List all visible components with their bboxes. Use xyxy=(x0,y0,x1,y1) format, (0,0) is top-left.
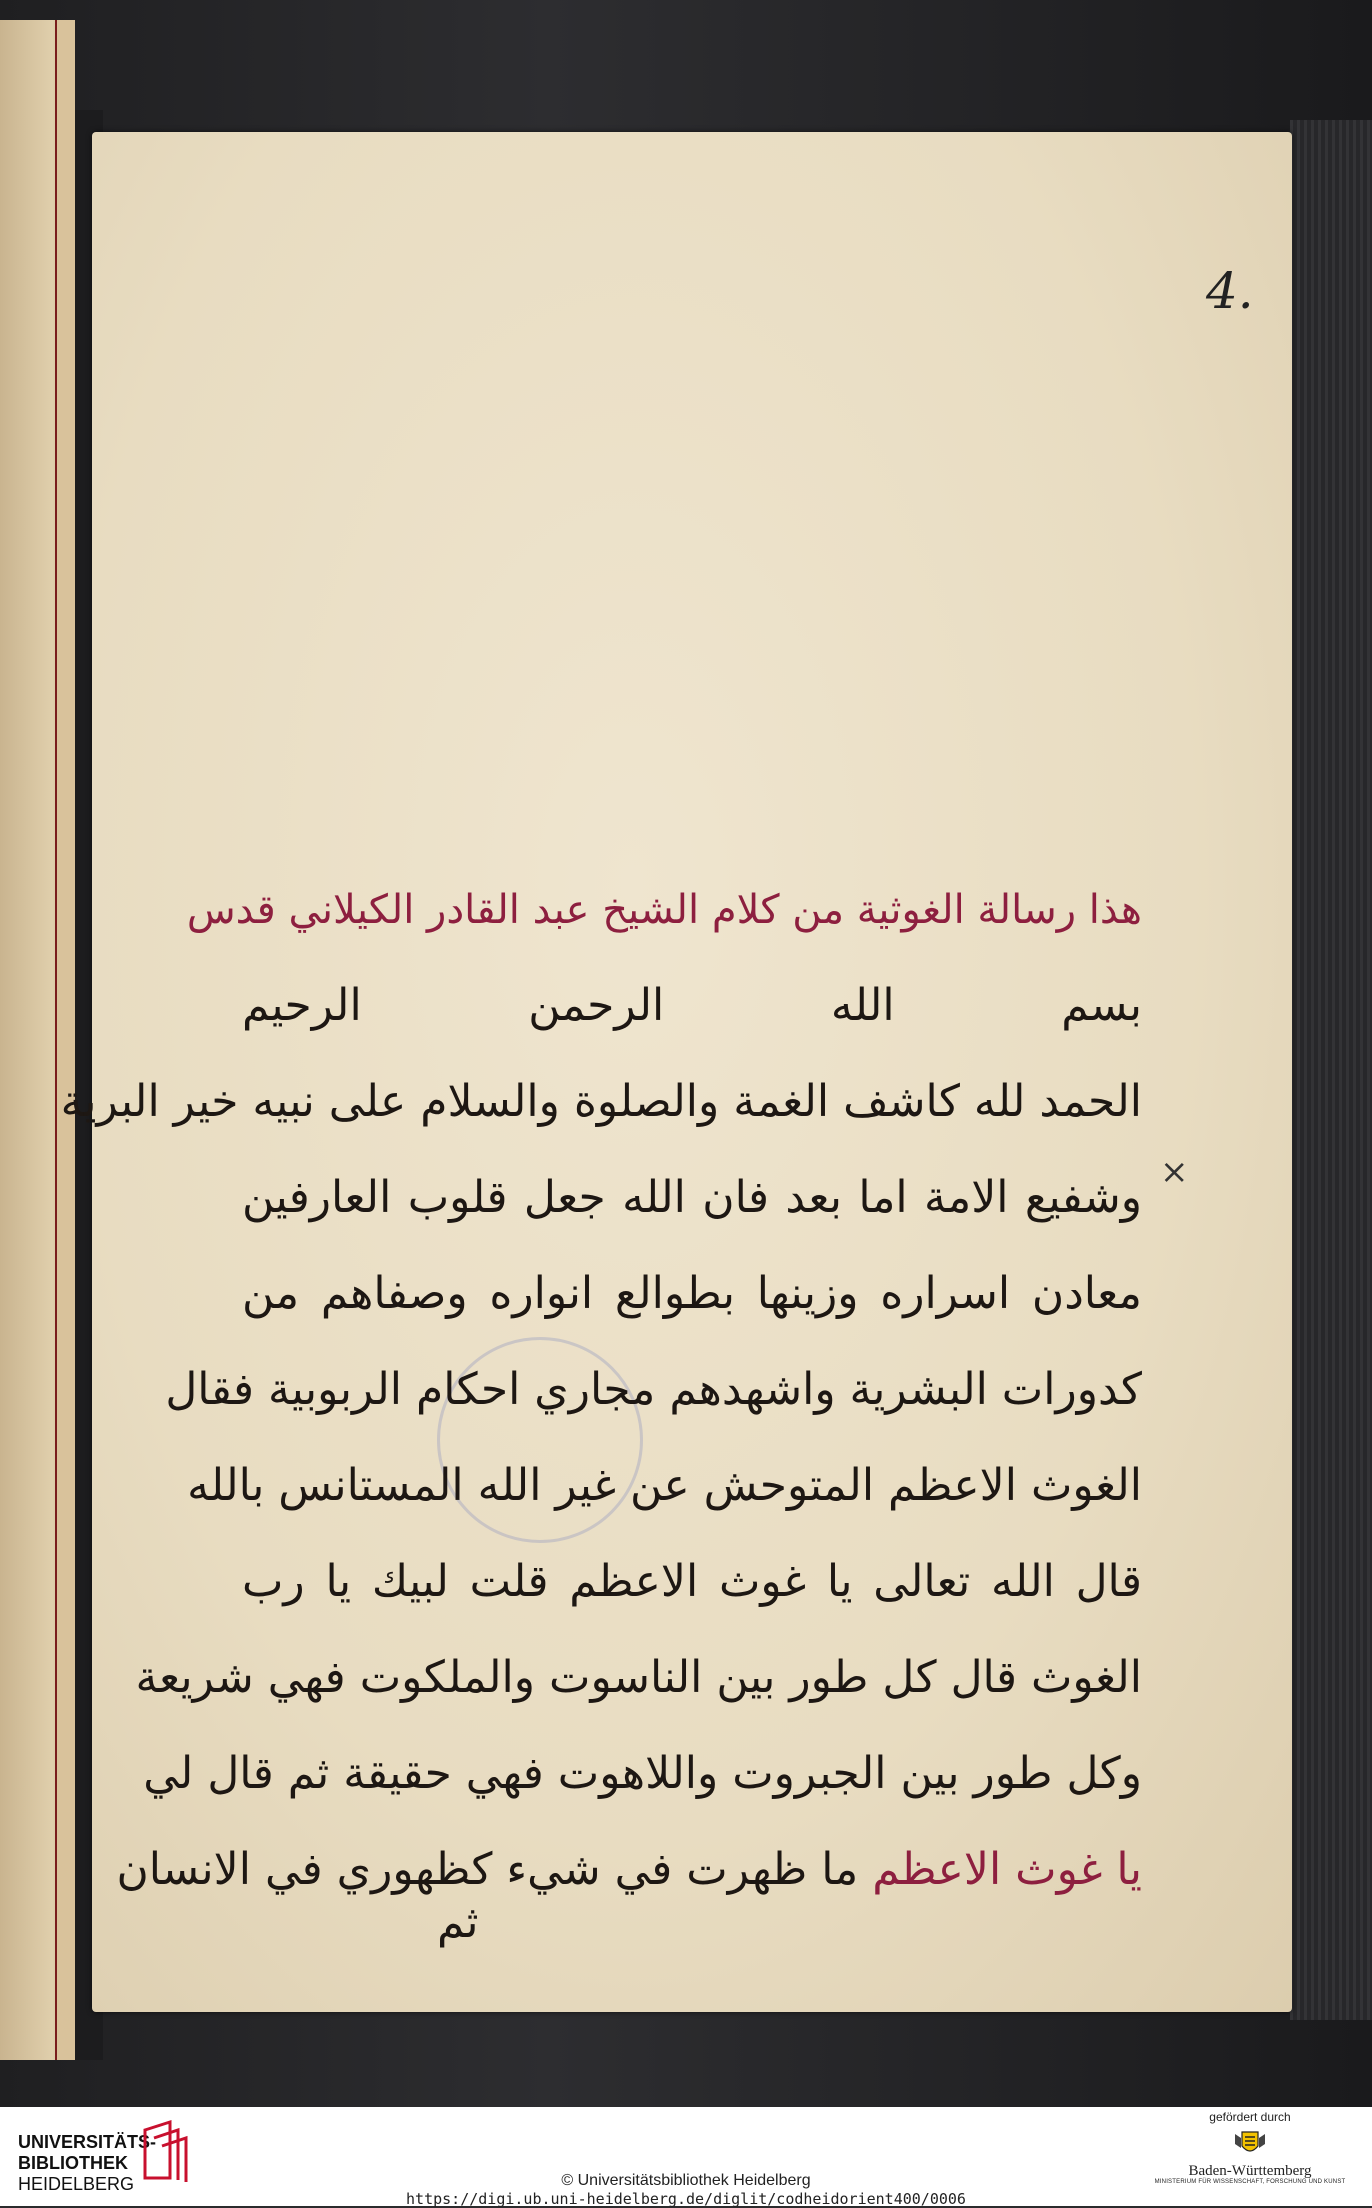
text-line: وشفيع الامة اما بعد فان الله جعل قلوب العارفين xyxy=(242,1172,1142,1223)
cover-edge xyxy=(1290,120,1372,2020)
library-name-line2: BIBLIOTHEK xyxy=(18,2153,128,2173)
text-block xyxy=(60,862,1142,1918)
sponsor-block xyxy=(1150,2110,1350,2185)
library-name-line3: HEIDELBERG xyxy=(18,2174,135,2194)
text-line: بسم الله الرحمن الرحيم xyxy=(242,980,1142,1031)
text-line: معادن اسراره وزينها بطوالع انواره وصفاهم من xyxy=(242,1268,1142,1319)
sponsor-name: Baden-Württemberg xyxy=(1188,2163,1312,2179)
text-line: كدورات البشرية واشهدهم مجاري احكام الربوبية فقال xyxy=(165,1364,1142,1415)
sponsor-ministry: MINISTERIUM FÜR WISSENSCHAFT, FORSCHUNG UND KUNST xyxy=(1154,2179,1346,2185)
manuscript-page xyxy=(60,132,1292,2012)
state-crest-icon xyxy=(1233,2128,1267,2158)
text-line: الحمد لله كاشف الغمة والصلوة والسلام على نبيه خير البرية xyxy=(60,1076,1142,1127)
text-line: الغوث قال كل طور بين الناسوت والملكوت فهي شريعة xyxy=(135,1652,1142,1703)
library-name-line1: UNIVERSITÄTS- xyxy=(18,2132,157,2152)
text-line: الغوث الاعظم المتوحش عن غير الله المستانس بالله xyxy=(187,1460,1142,1511)
rubric-title: هذا رسالة الغوثية من كلام الشيخ عبد القادر الكيلاني قدس xyxy=(186,887,1142,933)
margin-mark: × xyxy=(1160,1152,1189,1192)
left-page-edge xyxy=(0,20,75,2060)
rubric-phrase: يا غوث الاعظم xyxy=(872,1844,1142,1895)
copyright-notice: © Universitätsbibliothek Heidelberg xyxy=(561,2172,811,2189)
text-phrase: ما ظهرت في شيء كظهوري في الانسان xyxy=(116,1844,859,1895)
permalink[interactable]: https://digi.ub.uni-heidelberg.de/diglit/codheidorient400/0006 xyxy=(406,2190,966,2208)
catchword: ثم xyxy=(437,1897,479,1948)
binding-strip xyxy=(55,20,75,2060)
text-line: وكل طور بين الجبروت واللاهوت فهي حقيقة ثم قال لي xyxy=(143,1748,1142,1799)
folio-number: 4. xyxy=(1206,262,1254,320)
text-line-last xyxy=(116,1822,1142,1918)
text-line: قال الله تعالى يا غوث الاعظم قلت لبيك يا رب xyxy=(242,1556,1142,1607)
sponsor-label: gefördert durch xyxy=(1209,2110,1291,2124)
